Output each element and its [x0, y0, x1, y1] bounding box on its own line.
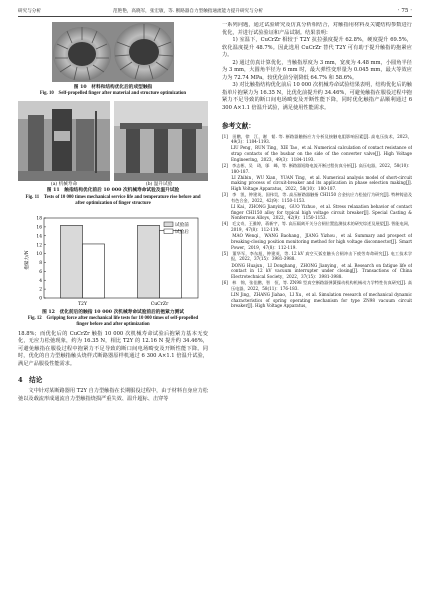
y-tick-label: 0 [39, 296, 42, 302]
legend-swatch [164, 229, 173, 234]
y-tick-label: 10 [36, 252, 42, 258]
y-tick-label: 4 [39, 278, 42, 284]
conclusion-point-3: 3) 对比触指结构优化前后 10 000 次机械寿命试验结果表明，结构优化后的触指单片抱紧力为 16.35 N，比优化前提升约 34.46%，可避免触指在服役过程中抱紧力不足导致的断口间电场畸变及开断性能下降，同时优化触指产品顺利通过 6 300 A×1.1 倍温升试验，满足使用性能需求。 [222, 82, 412, 112]
reference-item: LI Kai，ZHONG Jianying，GUO Yizhuo，et al. Stress relaxation behavior of contact finger CHI150 alloy for typical high voltage circuit breaker[J]. Special Casting & Nonferrous Alloys，2022，42(9)：1150-1153. [222, 203, 412, 221]
figure-11-caption-cn: 图 11 触指结构优化前后 10 000 次机械寿命试验及温升试验 [46, 188, 180, 194]
y-tick-label: 18 [36, 216, 42, 222]
figure-11-sub-b: (b) 温升试验 [145, 182, 173, 188]
legend-label: 试验后 [175, 230, 189, 236]
figure-10-caption-en: Fig. 10 Self-propelled finger after material and structure optimization [39, 91, 187, 97]
figure-10-photo [52, 22, 174, 82]
y-tick-label: 12 [36, 243, 42, 249]
y-tick-label: 16 [36, 225, 42, 231]
x-tick-label: CuCrZr [150, 302, 169, 308]
figure-12-caption-en: Fig. 12 Gripping force after mechanical life tests for 10 000 times of self-propelled finger before and after optimization [27, 316, 199, 328]
figure-10-caption-cn: 图 10 材料和结构优化后的成型触指 [73, 85, 153, 90]
article-citation: 范艳艳，高晓军，张宏敏，等. 断路器自力型触指通流能力提升研究与分析 [113, 9, 263, 14]
references-heading: 参考文献： [222, 121, 255, 130]
figure-12-bar-chart [18, 210, 208, 310]
finger-contacts-image [52, 22, 174, 82]
reference-item: [2] 李志彬，吴 琦，邬 峰，等. 断路器短路电流开断过程仿真分析[J]. 高压电器，2022，58(10)：180-187. [222, 162, 412, 174]
legend-swatch [164, 222, 173, 227]
left-column [18, 22, 208, 588]
reference-item: [3] 李 凯，钟建英，国伟昊，等. 高压断路器触指 CHI150 合金抗应力松弛行为研究[J]. 特种铸造及有色合金，2022，42(9)：1150-1153. [222, 192, 412, 203]
conclusion-continued: 一系列问题，通过试验研究及仿真分析相结合，对触指用材料及关键结构参数进行优化，并进行试验验证和产品试制。结果表明： [222, 22, 412, 36]
bar [83, 244, 105, 298]
running-header [18, 6, 412, 17]
y-tick-label: 2 [39, 287, 42, 293]
reference-list [222, 134, 412, 309]
mechanical-life-test-photo [18, 101, 110, 181]
y-tick-label: 6 [39, 269, 42, 275]
reference-item: [4] 毛文奇，王雅婷，蒋新宇，等. 高压隔离开关分合闸位置监测技术的研究综述及展望[J]. 智能电网，2019，47(8)：112-119. [222, 221, 412, 233]
y-axis-label: 抱紧力/N [25, 250, 30, 270]
reference-item: LIU Peng，RUN Ting，XIE Tao，et al. Numerical calculation of contact resistance of strap contacts of the busbar on the side of the converter valve[J]. High Voltage Engineering，2023，49(3)：1184-1193. [222, 145, 412, 162]
x-tick-label: T2Y [77, 302, 88, 308]
reference-item: DONG Huajun，LI Donghang，ZHONG Jianying，et al. Research on fatigue life of contact in 12 kV vacuum interrupter under closing[J]. Transactions of China Electrotechnical Society，2022，37(15)：3981-3988. [222, 262, 412, 279]
section-conclusion-heading: 4 结论 [18, 376, 43, 385]
bar [138, 225, 160, 298]
reference-item: LIN Jing，ZHANG Jiahao，LI Xu，et al. Simulation research of mechanical dynamic characteristics of spring operating mechanism for type ZN98 vacuum circuit breaker[J]. High Voltage Apparatus， [222, 291, 412, 309]
y-tick-label: 14 [36, 234, 42, 240]
y-tick-label: 8 [39, 261, 42, 267]
temperature-rise-test-photo [114, 101, 208, 181]
figure-11-caption-en: Fig. 11 Tests of 10 000 times mechanical service life and temperature rise before and after optimization of finger structure [25, 194, 201, 206]
bar [61, 225, 83, 298]
conclusion-point-2: 2) 通过仿真计算优化，当触指厚度为 3 mm，宽度为 4.48 mm，小圆角半径为 3 mm，大圆角半径为 6 mm 时，最大弹性变形量为 0.045 mm，最大等效应力为 72.74 MPa，较优化前分别降低 64.7% 和 58.6%。 [222, 59, 412, 81]
figure-11-photos [18, 101, 208, 181]
legend-label: 试验前 [175, 223, 189, 229]
reference-item: MAO Wenqi，WANG Baohang，JIANG Yizhou，et al. Summary and prospect of breaking-closing position monitoring method for high voltage disconnector[J]. Smart Power，2019，47(8)：112-119. [222, 233, 412, 250]
reference-item: LI Zhibin，WU Xian，YUAN Ting，et al. Numerical analysis model of short-circuit making process of circuit-breaker and its application in phase selection making[J]. High Voltage Apparatus，2022，58(10)：180-187. [222, 174, 412, 192]
page-number: · 75 · [397, 8, 412, 14]
reference-item: [6] 林 锦，张佳鹏，智 恒，等. ZN98 型真空断路器弹簧操动机构机械动力学特性仿真研究[J]. 高压电器，2022，58(11)：176-183. [222, 280, 412, 291]
figure-12-caption-cn: 图 12 优化前后的触指 10 000 次机械寿命试验前后的抱紧力测试 [42, 310, 184, 316]
journal-section: 研究与分析 [18, 9, 41, 14]
reference-item: [5] 董华军，李东旭，钟建英，等. 12 kV 真空灭弧室触头合闸冲击下疲劳寿命研究[J]. 电工技术学报，2022，37(15)：3981-3988. [222, 250, 412, 262]
bar [160, 230, 182, 298]
reference-item: [1] 田鹏，徐 江，谢 韬. 等. 断路器触指应力分析及接触电阻影响因素[J]. 高电压技术，2023，49(3)：1184-1193. [222, 133, 412, 145]
conclusion-paragraph: 文中针对某断路器用 T2Y 自力型触指在长期服役过程中，由于材料自身应力松弛以及载流形成通流自力型触指烧损严重失效、温升超标、击穿等 [18, 388, 208, 402]
figure-11-sub-a: (a) 机械寿命 [50, 182, 78, 188]
left-body-paragraph: 18.8%；而优化后的 CuCrZr 触指 10 000 次机械寿命试验后抱紧力基本无变化，无应力松弛现象，约为 16.35 N，相比 T2Y 的 12.16 N 提升约 34.46%，可避免触指在服役过程中抱紧力不足导致的断口间电场畸变及开断性能下降。同时，优化的自力型触指触头烧样式断路器原样机通过 6 300 A×1.1 倍温升试验，满足产品服役性能需求。 [18, 330, 208, 367]
right-column [222, 22, 412, 588]
conclusion-point-1: 1) 室温下，CuCrZr 相较于 T2Y 抗拉强度提升 62.8%，硬度提升 69.5%，软化温度提升 48.7%。因此选用 CuCrZr 替代 T2Y 可有助于提升触指的抱紧应力。 [222, 37, 412, 59]
